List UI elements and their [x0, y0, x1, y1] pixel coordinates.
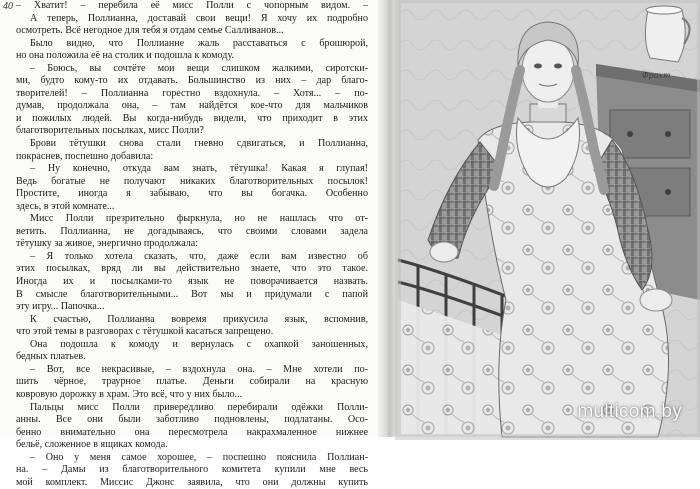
text-line: думав, продолжала она, – там найдётся кое-что для мальчиков — [16, 100, 368, 112]
text-line: бенно внимательно она пересмотрела накрахмаленное нижнее — [16, 426, 368, 438]
text-line: эту игру... Папочка... — [16, 301, 105, 313]
text-line: на. – Дамы из благотворительного комитета купили мне весь — [16, 464, 368, 476]
text-line: – Боюсь, вы сочтёте мои вещи слишком жалкими, сиротски- — [30, 62, 368, 74]
text-line: К счастью, Поллианна вовремя прикусила язык, вспомнив, — [30, 313, 368, 325]
dresser-label: Фрахт — [642, 71, 671, 80]
text-line: – Вот, все некрасивые, – вздохнула она. – Мне хотели по- — [30, 363, 368, 375]
text-line: покраснев, поспешно добавила: — [16, 150, 154, 162]
text-line: Простите, иногда я забываю, что вы богачка. Особенно — [16, 188, 368, 200]
watermark: multicom.by — [577, 401, 682, 422]
page-number: 40 — [3, 1, 13, 12]
text-line: ветить. Поллианна, не догадываясь, что своими словами задела — [16, 225, 368, 237]
text-line: этих посылках, вряд ли вы действительно знаете, что это такое. — [16, 263, 368, 275]
text-line: бедных платьев. — [16, 351, 86, 363]
text-line: – Я только хотела сказать, что, даже если вам известно об — [30, 250, 368, 262]
text-line: Брови тётушки снова стали гневно сдвигаться, и Поллианна, — [30, 138, 368, 150]
text-line: ми, будто кому-то их отдавать. Большинство из них – дар благо- — [16, 75, 368, 87]
text-line: благотворительных посылках, мисс Полли? — [16, 125, 204, 137]
text-line: анны. Все они были заботливо подновлены, подлатаны. Осо- — [16, 414, 368, 426]
illustration-pollyanna — [398, 0, 700, 437]
text-line: и пожилых людей. Вы когда-нибудь видели, что приходит в этих — [16, 112, 368, 124]
right-page — [398, 0, 700, 437]
text-line: бельё, сложенное в ящиках комода. — [16, 439, 168, 451]
page-text — [16, 0, 368, 489]
text-line: ковровую дорожку в храм. Это всё, что у них было... — [16, 388, 243, 400]
text-line: А теперь, Поллианна, доставай свои вещи! Я хочу их подробно — [30, 12, 368, 24]
text-line: Она подошла к комоду и вернулась с охапкой заношенных, — [30, 338, 368, 350]
text-line: Иногда их и посылками-то язык не поворачивается назвать. — [16, 276, 368, 288]
text-line: – Ну конечно, откуда вам знать, тётушка! Какая я глупая! — [30, 163, 368, 175]
text-line: шить чёрное, траурное платье. Деньги собирали на красную — [16, 376, 368, 388]
text-line: – Хватит! – перебила её мисс Полли с чопорным видом. – — [16, 0, 368, 11]
text-line: здесь, в этой комнате... — [16, 200, 115, 212]
text-line: – Оно у меня самое хорошее, – поспешно пояснила Поллиан- — [30, 451, 368, 463]
text-line: тётушку за живое, энергично продолжала: — [16, 238, 199, 250]
text-line: осмотреть. Всё негодное для тебя я отдам семье Салливанов... — [16, 25, 284, 37]
text-line: Ведь богатые не получают никаких благотворительных посылок! — [16, 175, 368, 187]
text-line: что этой темы в разговорах с тётушкой касаться запрещено. — [16, 326, 274, 338]
text-line: Мисс Полли презрительно фыркнула, но не нашлась что от- — [30, 213, 368, 225]
text-line: но она положила её на столик и подошла к комоду. — [16, 50, 235, 62]
text-line: Было видно, что Поллианне жаль расставаться с брошюрой, — [30, 37, 368, 49]
text-line: В смысле благотворительными... Вот мы и придумали с папой — [16, 288, 368, 300]
text-line: мой комплект. Миссис Джонс заявила, что они должны купить — [16, 476, 368, 488]
text-line: творителей! – Поллианна горестно вздохнула. – Хотя... – по- — [16, 87, 368, 99]
text-line: Пальцы мисс Полли привередливо перебирали одёжки Полли- — [30, 401, 368, 413]
